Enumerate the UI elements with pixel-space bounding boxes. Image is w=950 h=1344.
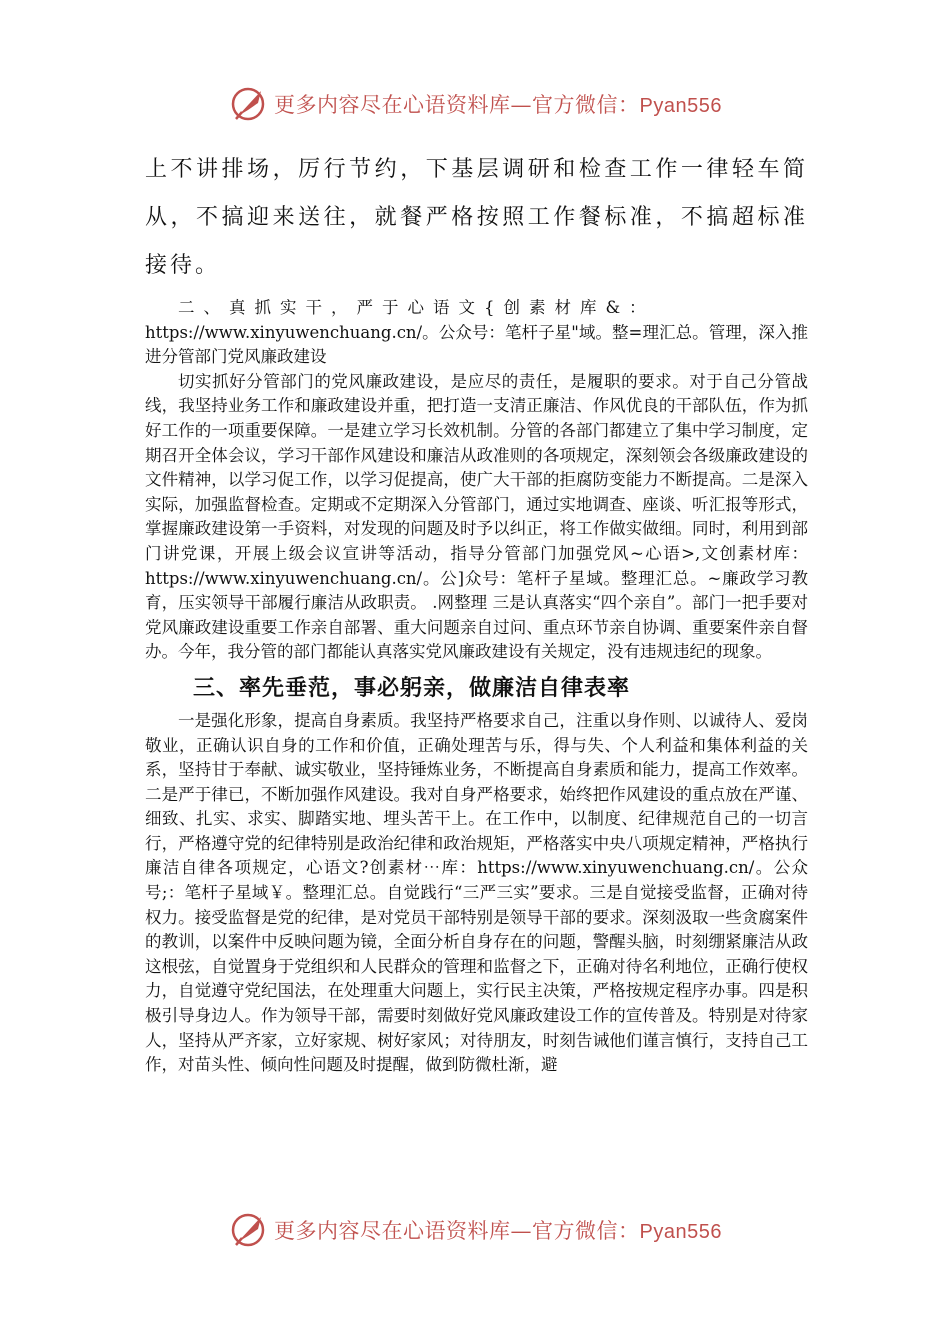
header-banner bbox=[0, 80, 950, 128]
section2-title-rest: https://www.xinyuwenchuang.cn/。公众号：笔杆子星"域。整=理汇总。管理，深入推进分管部门党风廉政建设 bbox=[145, 322, 808, 367]
footer-banner bbox=[0, 1206, 950, 1254]
quill-logo-icon bbox=[228, 1210, 268, 1250]
header-banner-text: 更多内容尽在心语资料库—官方微信：Pyan556 bbox=[274, 93, 722, 117]
footer-banner-text: 更多内容尽在心语资料库—官方微信：Pyan556 bbox=[274, 1219, 722, 1243]
section2-title-line: 二、真抓实干，严于心语文{创素材库&： bbox=[178, 298, 655, 317]
section3-body: 一是强化形象，提高自身素质。我坚持严格要求自己，注重以身作则、以诚待人、爱岗敬业，正确认识自身的工作和价值，正确处理苦与乐，得与失、个人利益和集体利益的关系，坚持甘于奉献、诚实敬业，坚持锤炼业务，不断提高自身素质和能力，提高工作效率。二是严于律已，不断加强作风建设。我对自身严格要求，始终把作风建设的重点放在严谨、细致、扎实、求实、脚踏实地、埋头苦干上。在工作中，以制度、纪律规范自己的一切言行，严格遵守党的纪律特别是政治纪律和政治规矩，严格落实中央八项规定精神，严格执行廉洁自律各项规定，心语文?创素材⋯库：https://www.xinyuwenchuang.cn/。公众号;：笔杆子星域￥。整理汇总。自觉践行“三严三实”要求。三是自觉接受监督，正确对待权力。接受监督是党的纪律，是对党员干部特别是领导干部的要求。深刻汲取一些贪腐案件的教训，以案件中反映问题为镜，全面分析自身存在的问题，警醒头脑，时刻绷紧廉洁从政这根弦，自觉置身于党组织和人民群众的管理和监督之下，正确对待名利地位，正确行使权力，自觉遵守党纪国法，在处理重大问题上，实行民主决策，严格按规定程序办事。四是积极引导身边人。作为领导干部，需要时刻做好党风廉政建设工作的宣传普及。特别是对待家人，坚持从严齐家，立好家规、树好家风；对待朋友，时刻告诫他们谨言慎行，支持自己工作，对苗头性、倾向性问题及时提醒，做到防微杜渐，避 bbox=[145, 710, 808, 1075]
section2-body: 切实抓好分管部门的党风廉政建设，是应尽的责任，是履职的要求。对于自己分管战线，我坚持业务工作和廉政建设并重，把打造一支清正廉洁、作风优良的干部队伍，作为抓好工作的一项重要保障。一是建立学习长效机制。分管的各部门都建立了集中学习制度，定期召开全体会议，学习干部作风建设和廉洁从政准则的各项规定，深刻领会各级廉政建设的文件精神，以学习促工作，以学习促提高，使广大干部的拒腐防变能力不断提高。二是深入实际，加强监督检查。定期或不定期深入分管部门，通过实地调查、座谈、听汇报等形式，掌握廉政建设第一手资料，对发现的问题及时予以纠正，将工作做实做细。同时，利用到部门讲党课，开展上级会议宣讲等活动，指导分管部门加强党风~心语>,文创素材库：https://www.xinyuwenchuang.cn/。公]众号：笔杆子星域。整理汇总。~廉政学习教育，压实领导干部履行廉洁从政职责。 .网整理 三是认真落实“四个亲自”。部门一把手要对党风廉政建设重要工作亲自部署、重大问题亲自过问、重点环节亲自协调、重要案件亲自督办。今年，我分管的部门都能认真落实党风廉政建设有关规定，没有违规违纪的现象。 bbox=[145, 371, 808, 662]
intro-paragraph: 上不讲排场，厉行节约，下基层调研和检查工作一律轻车简从，不搞迎来送往，就餐严格按照工作餐标准，不搞超标准接待。 bbox=[145, 157, 808, 278]
quill-logo-icon bbox=[228, 84, 268, 124]
document-body bbox=[145, 146, 808, 1078]
section3-heading: 三、率先垂范，事必躬亲，做廉洁自律表率 bbox=[193, 675, 631, 701]
